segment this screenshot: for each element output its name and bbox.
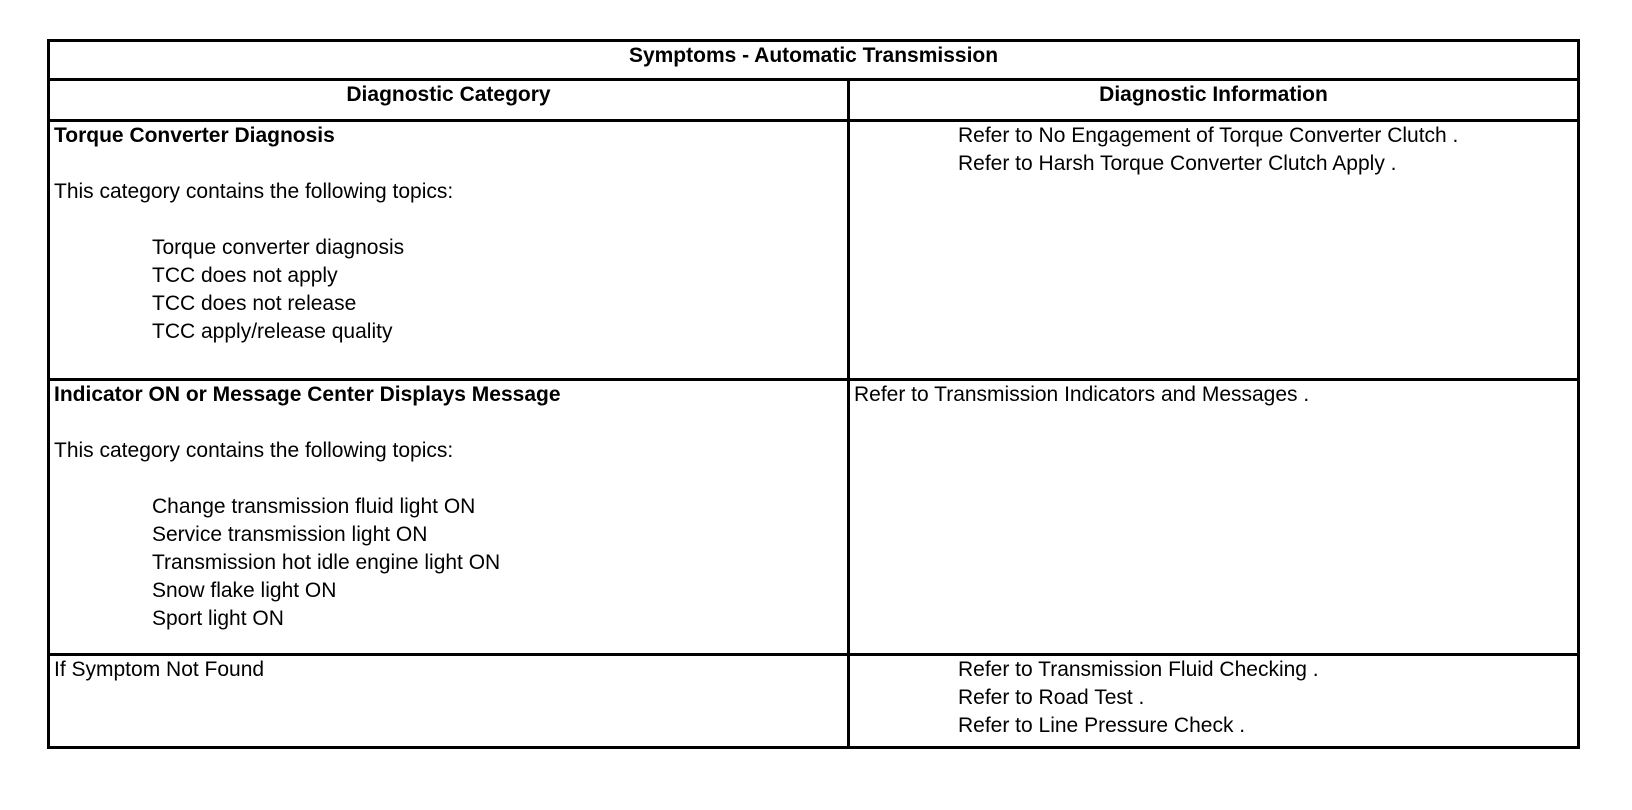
topic-item: Service transmission light ON — [152, 523, 428, 546]
symptoms-table — [47, 39, 1580, 749]
info-cell — [849, 380, 1579, 655]
info-list — [854, 122, 1573, 178]
table-row — [49, 380, 1579, 655]
info-cell — [849, 655, 1579, 748]
topic-item: TCC apply/release quality — [152, 320, 393, 343]
category-intro: This category contains the following topics: — [54, 180, 454, 203]
info-link-fluid-checking[interactable]: Refer to Transmission Fluid Checking . — [958, 658, 1319, 681]
table-row — [49, 121, 1579, 380]
info-link-indicators-messages[interactable]: Refer to Transmission Indicators and Messages . — [854, 383, 1310, 406]
info-cell — [849, 121, 1579, 380]
category-cell — [49, 655, 849, 748]
topic-item: Change transmission fluid light ON — [152, 495, 476, 518]
table-title-row — [49, 41, 1579, 80]
info-link-no-engagement-tcc[interactable]: Refer to No Engagement of Torque Converter Clutch . — [958, 124, 1459, 147]
topic-list — [54, 493, 843, 633]
topic-item: TCC does not apply — [152, 264, 338, 287]
info-link-harsh-tcc-apply[interactable]: Refer to Harsh Torque Converter Clutch Apply . — [958, 152, 1397, 175]
topic-item: Sport light ON — [152, 607, 284, 630]
table-header-row — [49, 80, 1579, 121]
header-diagnostic-category: Diagnostic Category — [49, 80, 849, 121]
info-list — [854, 381, 1573, 409]
category-title: Torque Converter Diagnosis — [54, 124, 335, 147]
info-link-road-test[interactable]: Refer to Road Test . — [958, 686, 1145, 709]
category-intro: This category contains the following topics: — [54, 439, 454, 462]
category-cell — [49, 121, 849, 380]
category-cell — [49, 380, 849, 655]
topic-item: Snow flake light ON — [152, 579, 337, 602]
info-link-line-pressure-check[interactable]: Refer to Line Pressure Check . — [958, 714, 1246, 737]
category-title: Indicator ON or Message Center Displays Message — [54, 383, 561, 406]
topic-item: TCC does not release — [152, 292, 357, 315]
topic-item: Torque converter diagnosis — [152, 236, 405, 259]
info-list — [854, 656, 1573, 740]
table-row — [49, 655, 1579, 748]
table-title: Symptoms - Automatic Transmission — [49, 41, 1579, 80]
category-title: If Symptom Not Found — [54, 658, 265, 681]
topic-item: Transmission hot idle engine light ON — [152, 551, 501, 574]
topic-list — [54, 234, 843, 346]
header-diagnostic-information: Diagnostic Information — [849, 80, 1579, 121]
